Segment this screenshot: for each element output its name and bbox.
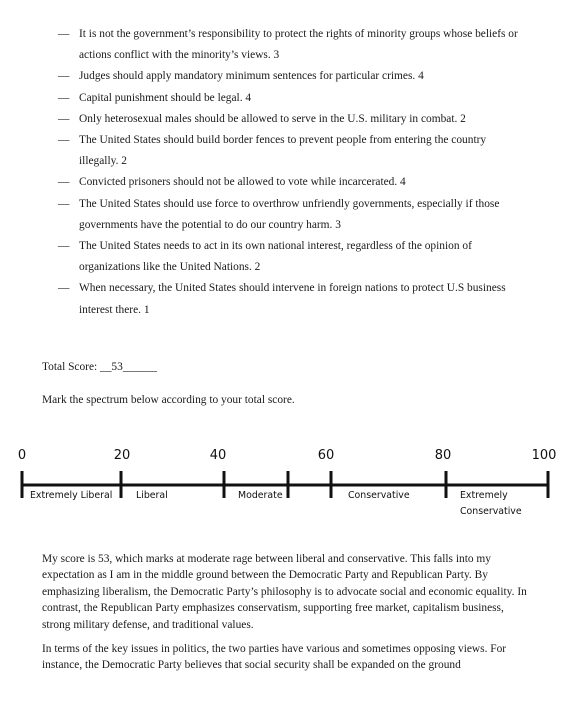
statement-text: The United States should use force to overthrow unfriendly governments, especially if those governments have the potential to do our country harm. 3 xyxy=(79,197,500,231)
tick-label-60: 60 xyxy=(317,448,335,463)
statement-text: The United States should build border fences to prevent people from entering the country illegally. 2 xyxy=(79,134,487,168)
list-item xyxy=(58,66,518,87)
dash-marker: — xyxy=(58,282,70,295)
dash-marker: — xyxy=(58,197,70,210)
segment-extremely-liberal: Extremely Liberal xyxy=(30,490,113,501)
list-item xyxy=(58,278,518,320)
dash-marker: — xyxy=(58,176,70,189)
tick-label-100: 100 xyxy=(531,448,557,463)
statement-text: Capital punishment should be legal. 4 xyxy=(79,91,252,104)
segment-extremely-conservative: Conservative xyxy=(460,506,522,517)
statement-text: Convicted prisoners should not be allowed to vote while incarcerated. 4 xyxy=(79,176,406,189)
list-item xyxy=(58,24,518,66)
list-item xyxy=(58,194,518,236)
dash-marker: — xyxy=(58,70,70,83)
statement-text: Only heterosexual males should be allowed to serve in the U.S. military in combat. 2 xyxy=(79,112,466,125)
statement-text: The United States needs to act in its own national interest, regardless of the opinion of organizations like the United Nations. 2 xyxy=(79,240,472,274)
segment-moderate: Moderate xyxy=(238,490,283,501)
tick-label-80: 80 xyxy=(434,448,452,463)
list-item xyxy=(58,88,518,109)
dash-marker: — xyxy=(58,28,70,40)
list-item xyxy=(58,130,518,172)
political-spectrum xyxy=(0,440,572,530)
tick-label-40: 40 xyxy=(209,448,227,463)
segment-extremely: Extremely xyxy=(460,490,508,501)
statement-list xyxy=(58,24,518,321)
paragraph: My score is 53, which marks at moderate rage between liberal and conservative. This falls into my expectation as I am in the middle ground between the Democratic Party and Republican Party. By emphasizing liberalism, the Democratic Party’s philosophy is to advocate social and economic equality. In contrast, the Republican Party emphasizes conservatism, supporting free market, capitalism business, strong military defense, and traditional values. xyxy=(42,553,527,631)
list-item xyxy=(58,172,518,193)
dash-marker: — xyxy=(58,112,70,125)
statement-text: It is not the government’s responsibility to protect the rights of minority groups whose beliefs or actions conflict with the minority’s views. 3 xyxy=(79,28,518,62)
total-score: Total Score: __53______ xyxy=(42,361,157,373)
spectrum-instruction: Mark the spectrum below according to your total score. xyxy=(42,394,295,406)
paragraph: In terms of the key issues in politics, the two parties have various and sometimes opposing views. For instance, the Democratic Party believes that social security shall be expanded on the ground xyxy=(42,643,507,672)
statement-text: When necessary, the United States should intervene in foreign nations to protect U.S business interest there. 1 xyxy=(79,282,506,316)
tick-label-20: 20 xyxy=(113,448,131,463)
segment-conservative: Conservative xyxy=(348,490,410,501)
list-item xyxy=(58,109,518,130)
tick-label-0: 0 xyxy=(17,448,27,463)
dash-marker: — xyxy=(58,91,70,104)
list-item xyxy=(58,236,518,278)
dash-marker: — xyxy=(58,240,70,253)
dash-marker: — xyxy=(58,134,70,147)
segment-liberal: Liberal xyxy=(136,490,168,501)
statement-text: Judges should apply mandatory minimum sentences for particular crimes. 4 xyxy=(79,70,424,83)
